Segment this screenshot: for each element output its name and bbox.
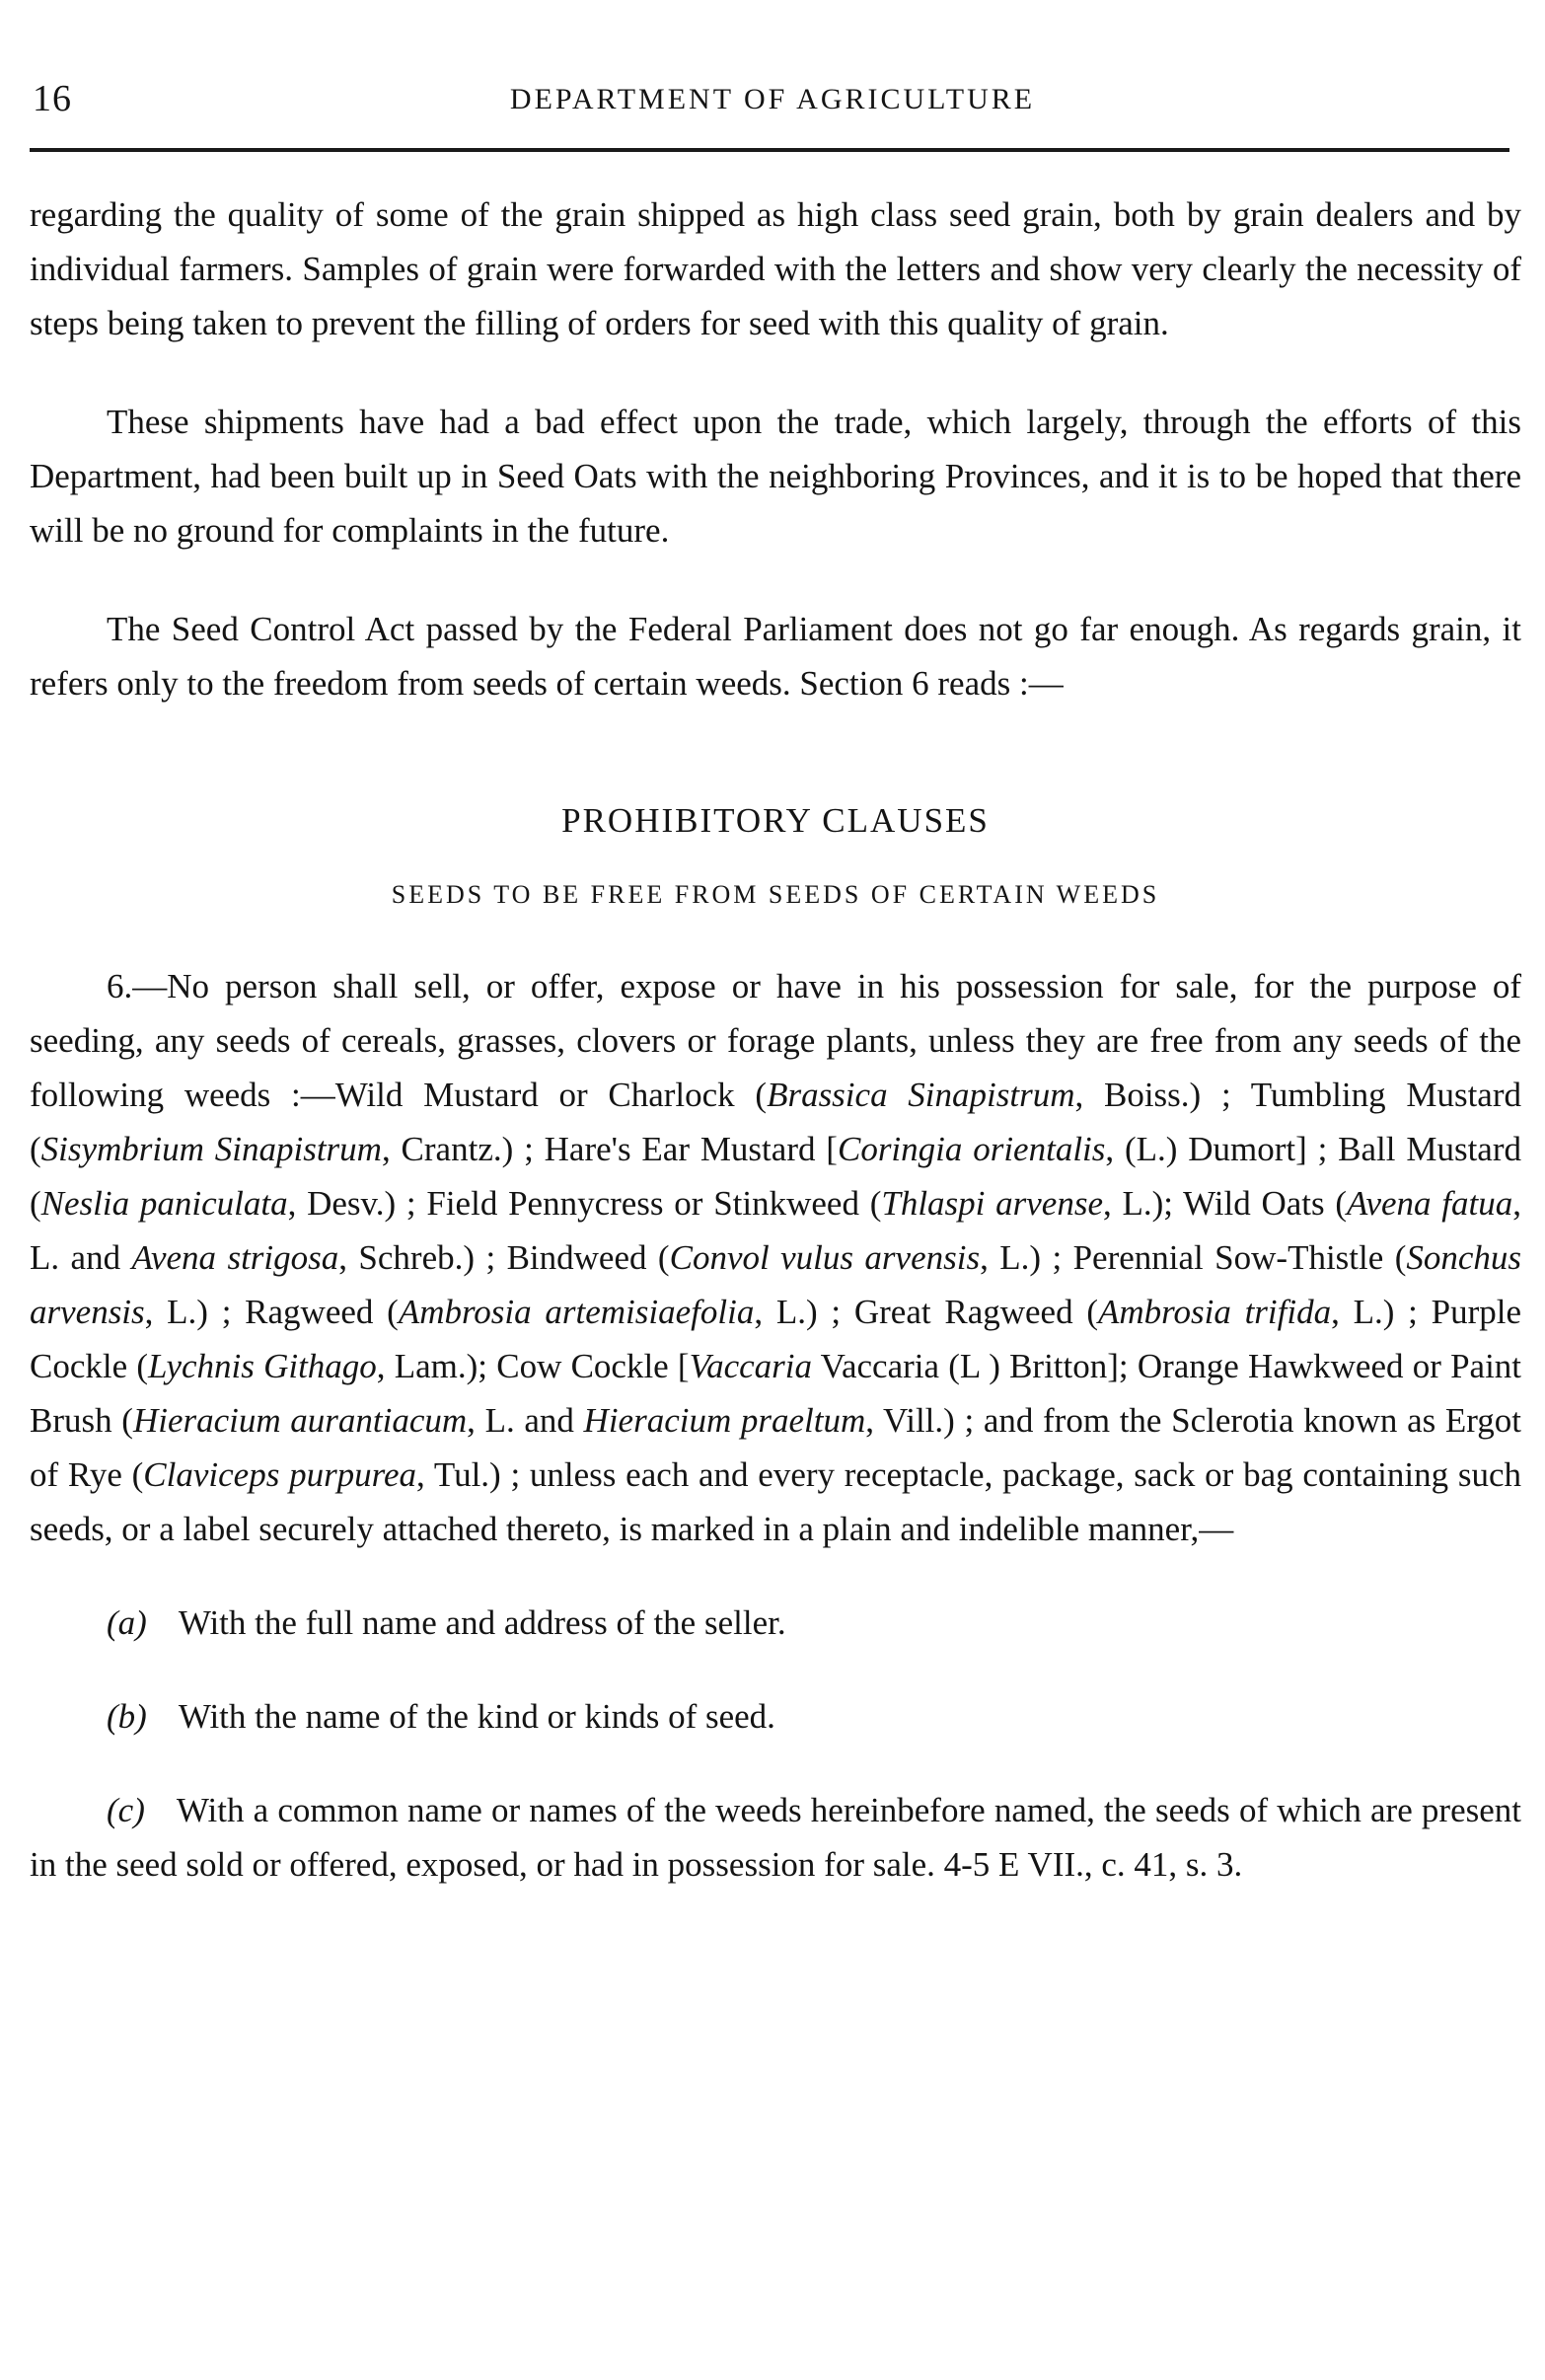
clause-text: , Desv.) ; Field Pennycress or Stinkweed ( [287,1184,882,1223]
clause-item [30,1783,1521,1892]
clause-text: , L.) ; Purple Cockle ( [30,1293,1522,1385]
botanical-name: Coringia orientalis [837,1130,1106,1168]
page-number: 16 [33,78,72,119]
botanical-name: Avena fatua [1347,1184,1513,1223]
clause-item [30,1596,1521,1650]
botanical-name: Convol vulus arvensis [669,1238,981,1277]
botanical-name: Avena strigosa [131,1238,339,1277]
clause-text: , Crantz.) ; Hare's Ear Mustard [ [381,1130,838,1168]
botanical-name: Sisymbrium Sinapistrum [40,1130,382,1168]
running-head: DEPARTMENT OF AGRICULTURE [509,83,1036,115]
page-body [30,187,1521,1892]
botanical-name: Lychnis Githago [148,1347,377,1385]
paragraph-1: regarding the quality of some of the grain shipped as high class seed grain, both by grain dealers and by individual farmers. Samples of grain were forwarded with the letters and show very clearly the necessity of steps being taken to prevent the filling of orders for seed with this quality of grain. [30,195,1521,342]
section-subheading: SEEDS TO BE FREE FROM SEEDS OF CERTAIN WEEDS [391,880,1160,909]
item-label: (a) [107,1603,147,1642]
paragraph-3: The Seed Control Act passed by the Federal Parliament does not go far enough. As regards grain, it refers only to the freedom from seeds of certain weeds. Section 6 reads :— [30,610,1521,703]
botanical-name: Claviceps purpurea [143,1455,417,1494]
clause-text: Vaccaria (L ) Britton]; Orange Hawkweed or Paint Brush ( [30,1347,1522,1440]
clause-text: , L.) ; Ragweed ( [144,1293,399,1331]
section-heading: PROHIBITORY CLAUSES [561,801,990,840]
item-text: With a common name or names of the weeds hereinbefore named, the seeds of which are present in the seed sold or offered, exposed, or had in possession for sale. 4-5 E VII., c. 41, s. 3. [30,1791,1521,1884]
clause-6-paragraph [30,959,1521,1556]
clause-text: , Vill.) ; and from the Sclerotia known as Ergot of Rye ( [30,1401,1522,1494]
item-text: With the full name and address of the seller. [178,1603,786,1642]
botanical-name: Thlaspi arvense [881,1184,1103,1223]
paragraph-2: These shipments have had a bad effect upon the trade, which largely, through the efforts of this Department, had been built up in Seed Oats with the neighboring Provinces, and it is to be hoped that there will be no ground for complaints in the future. [30,403,1521,550]
clause-text: , L. and [30,1184,1521,1277]
botanical-name: Hieracium praeltum [583,1401,866,1440]
item-text: With the name of the kind or kinds of seed. [178,1697,775,1736]
botanical-name: Ambrosia artemisiaefolia [398,1293,755,1331]
clause-text: , Boiss.) ; Tumbling Mustard ( [30,1076,1521,1168]
header-rule [30,148,1509,152]
clause-text: , Lam.); Cow Cockle [ [376,1347,690,1385]
item-label: (b) [107,1697,147,1736]
clause-text: , Tul.) ; unless each and every receptacle, package, sack or bag containing such seeds, or a label securely attached thereto, is marked in a plain and indelible manner,— [30,1455,1521,1548]
clause-text: , L. and [467,1401,584,1440]
botanical-name: Sonchus arvensis [30,1238,1522,1331]
clause-text: 6.—No person shall sell, or offer, expose or have in his possession for sale, for the purpose of seeding, any seeds of cereals, grasses, clovers or forage plants, unless they are free from any seeds of the following weeds :—Wild Mustard or Charlock ( [30,967,1521,1114]
clause-item [30,1689,1521,1744]
botanical-name: Ambrosia trifida [1098,1293,1332,1331]
page-header [33,77,1512,126]
clause-text: , Schreb.) ; Bindweed ( [338,1238,670,1277]
clause-text: , L.) ; Great Ragweed ( [754,1293,1098,1331]
botanical-name: Neslia paniculata [40,1184,288,1223]
clause-text: , L.); Wild Oats ( [1103,1184,1348,1223]
clause-text: , (L.) Dumort] ; Ball Mustard ( [30,1130,1521,1223]
clause-items [30,1596,1521,1892]
botanical-name: Hieracium aurantiacum [132,1401,468,1440]
item-label: (c) [107,1791,145,1829]
botanical-name: Vaccaria [689,1347,813,1385]
clause-text: , L.) ; Perennial Sow-Thistle ( [980,1238,1407,1277]
botanical-name: Brassica Sinapistrum [767,1076,1075,1114]
